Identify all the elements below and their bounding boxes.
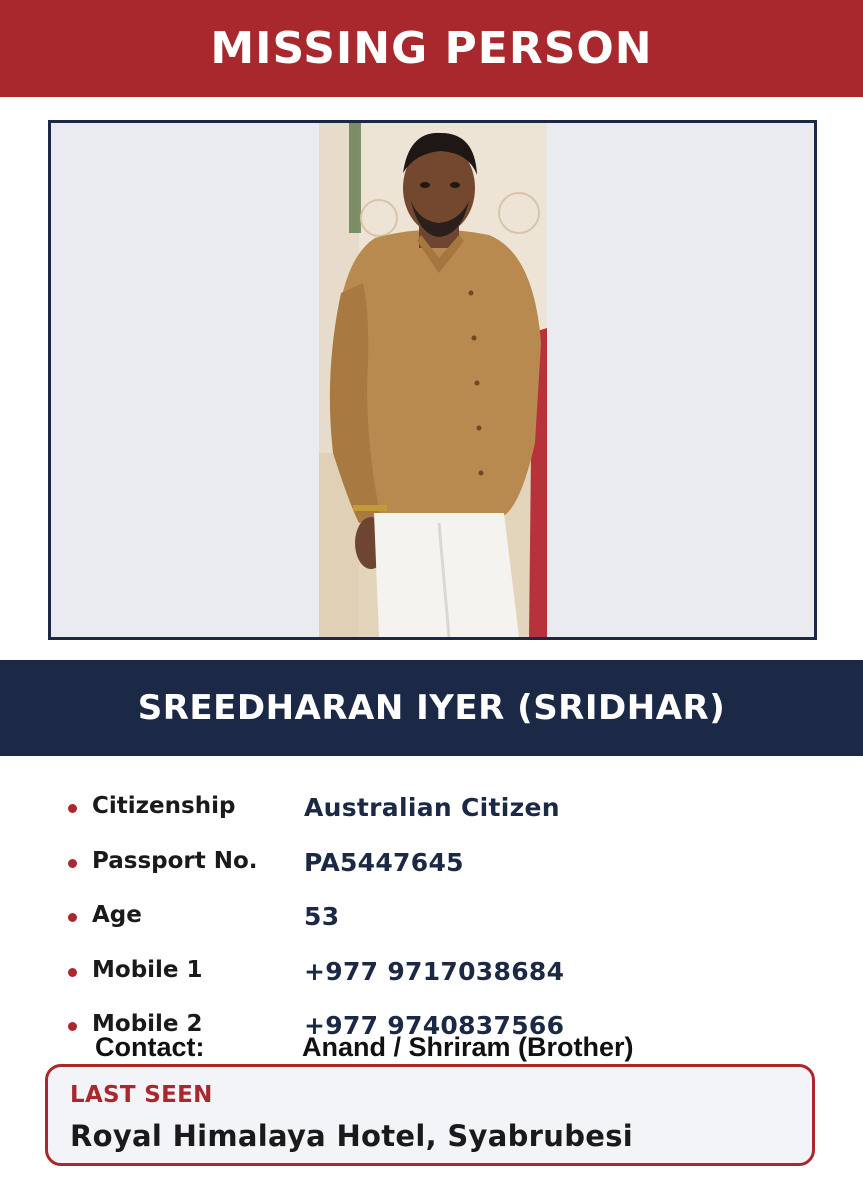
name-banner: [0, 660, 863, 756]
detail-row-passport: [0, 840, 863, 880]
detail-label: Mobile 1: [92, 957, 203, 983]
contact-value: Anand / Shriram (Brother): [302, 1032, 634, 1062]
last-seen-box: [45, 1064, 815, 1166]
person-photo: [319, 123, 547, 637]
detail-value: Australian Citizen: [304, 793, 560, 822]
bullet-icon: [68, 804, 77, 813]
detail-label: Citizenship: [92, 793, 236, 819]
bullet-icon: [68, 968, 77, 977]
bullet-icon: [68, 913, 77, 922]
detail-label: Passport No.: [92, 848, 258, 874]
detail-row-mobile-1: [0, 949, 863, 989]
header-banner: [0, 0, 863, 97]
detail-value: +977 9717038684: [304, 957, 565, 986]
detail-row-citizenship: [0, 785, 863, 825]
person-name: SREEDHARAN IYER (SRIDHAR): [137, 688, 726, 728]
detail-value: +977 9740837566: [304, 1011, 565, 1040]
detail-value: PA5447645: [304, 848, 464, 877]
contact-label: Contact:: [95, 1032, 205, 1062]
bullet-icon: [68, 859, 77, 868]
photo-frame: [48, 120, 817, 640]
detail-label: Mobile 2: [92, 1011, 203, 1037]
bullet-icon: [68, 1022, 77, 1031]
page-title: MISSING PERSON: [210, 23, 653, 74]
last-seen-location: Royal Himalaya Hotel, Syabrubesi: [70, 1119, 634, 1153]
detail-row-age: [0, 894, 863, 934]
detail-value: 53: [304, 902, 340, 931]
detail-label: Age: [92, 902, 142, 928]
last-seen-title: LAST SEEN: [70, 1082, 213, 1108]
